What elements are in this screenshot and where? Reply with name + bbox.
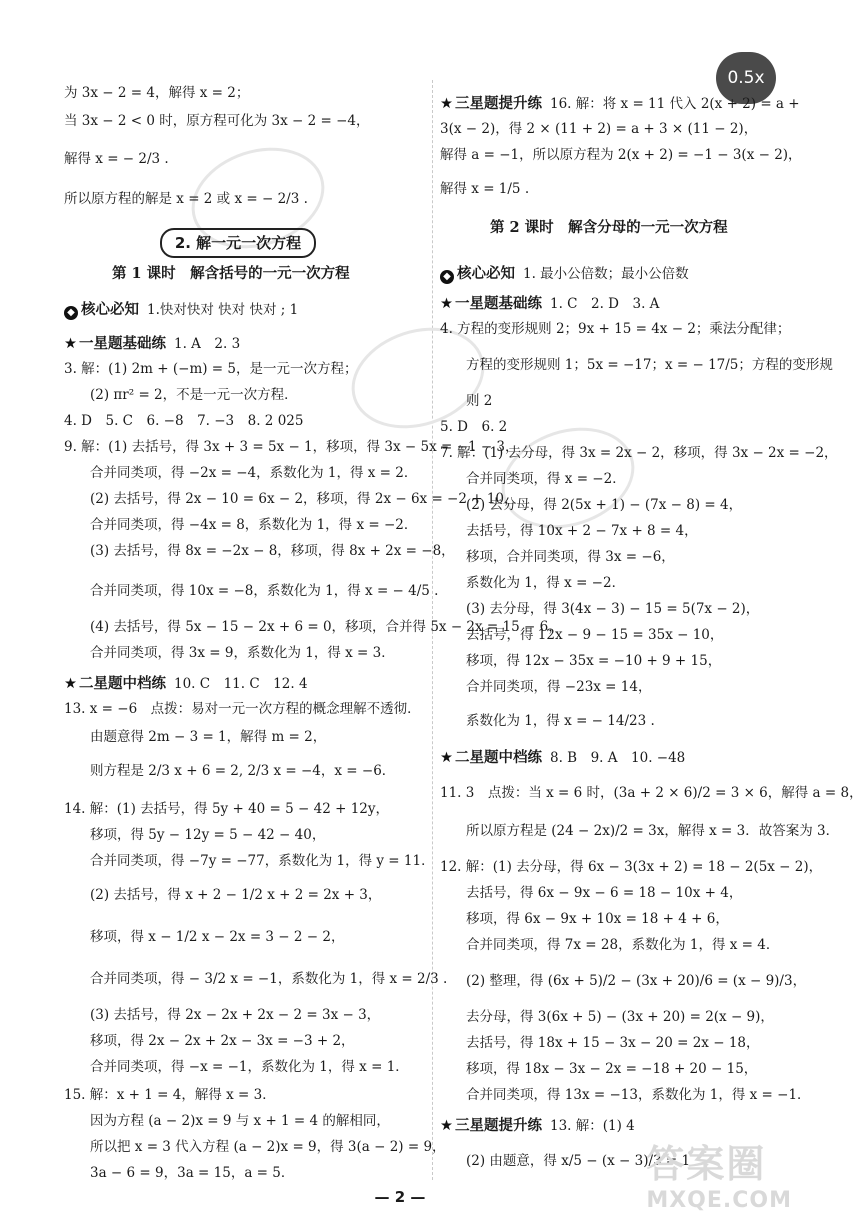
answer-line: 移项，得 5y − 12y = 5 − 42 − 40， (90, 827, 326, 843)
answer-line: 9. 解：(1) 去括号，得 3x + 3 = 5x − 1，移项，得 3x − 5x = −1 − 3， (64, 439, 519, 455)
watermark-url: MXQE.COM (646, 1188, 792, 1213)
answer-line: 所以把 x = 3 代入方程 (a − 2)x = 9，得 3(a − 2) = 9， (90, 1139, 446, 1155)
answer-line: 4. D 5. C 6. −8 7. −3 8. 2 025 (64, 413, 304, 429)
answer-line: 所以原方程的解是 x = 2 或 x = − 2/3 . (64, 191, 308, 207)
answer-line: 由题意得 2m − 3 = 1，解得 m = 2， (90, 729, 327, 745)
answer-line: 15. 解：x + 1 = 4，解得 x = 3． (64, 1087, 276, 1103)
answer-line: 3a − 6 = 9，3a = 15，a = 5． (90, 1165, 295, 1181)
answer-line: 合并同类项，得 −7y = −77，系数化为 1，得 y = 11． (90, 853, 435, 869)
answer-line: (3) 去括号，得 2x − 2x + 2x − 2 = 3x − 3， (90, 1007, 381, 1023)
heading-label: 核心必知 (81, 302, 139, 318)
answer-line: 合并同类项，得 13x = −13，系数化为 1，得 x = −1． (466, 1087, 811, 1103)
answer-line: 则 2 (466, 393, 493, 409)
answer-line: 去括号，得 6x − 9x − 6 = 18 − 10x + 4， (466, 885, 743, 901)
heading-label: 二星题中档练 (455, 750, 542, 766)
answer-line: 13. x = −6 点拨：易对一元一次方程的概念理解不透彻． (64, 701, 421, 717)
star-icon: ★ (440, 296, 453, 312)
page-number: — 2 — (374, 1188, 426, 1206)
answer-line: (2) 去分母，得 2(5x + 1) − (7x − 8) = 4， (466, 497, 743, 513)
heading-answers: 13. 解：(1) 4 (550, 1118, 635, 1134)
answer-line: 合并同类项，得 −4x = 8，系数化为 1，得 x = −2． (90, 517, 418, 533)
answer-line: 解得 x = − 2/3 . (64, 151, 169, 167)
watermark-logo (646, 1133, 792, 1213)
answer-line: 去括号，得 12x − 9 − 15 = 35x − 10， (466, 627, 724, 643)
heading-answers: 16. 解：将 x = 11 代入 2(x + 2) = a + (550, 96, 800, 112)
answer-line: (2) 整理，得 (6x + 5)/2 − (3x + 20)/6 = (x − 9)/3， (466, 973, 807, 989)
answer-line: 4. 方程的变形规则 2；9x + 15 = 4x − 2；乘法分配律； (440, 321, 791, 337)
heading-answers: 1. A 2. 3 (174, 336, 241, 352)
answer-heading (440, 1114, 635, 1135)
section-title: 2. 解一元一次方程 (160, 228, 316, 258)
answer-heading (440, 92, 800, 113)
answer-line: 5. D 6. 2 (440, 419, 508, 435)
answer-heading (440, 746, 685, 767)
answer-line: 移项，得 2x − 2x + 2x − 3x = −3 + 2， (90, 1033, 355, 1049)
lesson-1-title: 第 1 课时 解含括号的一元一次方程 (112, 265, 350, 282)
answer-line: 去分母，得 3(6x + 5) − (3x + 20) = 2(x − 9)， (466, 1009, 774, 1025)
heading-answers: 1.快对快对 快对 快对 ; 1 (147, 302, 299, 318)
answer-line: 移项，得 6x − 9x + 10x = 18 + 4 + 6， (466, 911, 729, 927)
answer-line: (4) 去括号，得 5x − 15 − 2x + 6 = 0，移项，合并得 5x − 2x = 15 − 6， (90, 619, 562, 635)
answer-line: 系数化为 1，得 x = − 14/23 . (466, 713, 655, 729)
lesson-2-title: 第 2 课时 解含分母的一元一次方程 (490, 219, 728, 236)
heading-label: 一星题基础练 (455, 296, 542, 312)
answer-line: 移项，得 12x − 35x = −10 + 9 + 15， (466, 653, 722, 669)
answer-heading (440, 292, 659, 313)
zoom-badge[interactable]: 0.5x (716, 52, 776, 104)
answer-heading (440, 262, 689, 284)
answer-line: 合并同类项，得 − 3/2 x = −1，系数化为 1，得 x = 2/3 . (90, 971, 448, 987)
core-icon: ◆ (64, 306, 78, 320)
answer-line: 移项，合并同类项，得 3x = −6， (466, 549, 675, 565)
star-icon: ★ (64, 336, 77, 352)
answer-line: 方程的变形规则 1；5x = −17；x = − 17/5；方程的变形规 (466, 357, 833, 373)
answer-line: 去括号，得 10x + 2 − 7x + 8 = 4， (466, 523, 698, 539)
answer-line: 7. 解：(1) 去分母，得 3x = 2x − 2，移项，得 3x − 2x = −2， (440, 445, 838, 461)
answer-line: 移项，得 x − 1/2 x − 2x = 3 − 2 − 2， (90, 929, 345, 945)
answer-line: 因为方程 (a − 2)x = 9 与 x + 1 = 4 的解相同， (90, 1113, 390, 1129)
heading-label: 三星题提升练 (455, 96, 542, 112)
answer-line: 合并同类项，得 −x = −1，系数化为 1，得 x = 1． (90, 1059, 409, 1075)
heading-label: 三星题提升练 (455, 1118, 542, 1134)
answer-line: 合并同类项，得 7x = 28，系数化为 1，得 x = 4． (466, 937, 780, 953)
answer-line: 合并同类项，得 −23x = 14， (466, 679, 652, 695)
heading-label: 一星题基础练 (79, 336, 166, 352)
answer-line: 则方程是 2/3 x + 6 = 2, 2/3 x = −4，x = −6． (90, 763, 396, 779)
heading-answers: 1. C 2. D 3. A (550, 296, 660, 312)
answer-line: 合并同类项，得 x = −2． (466, 471, 626, 487)
answer-heading (64, 332, 240, 353)
answer-line: (2) 去括号，得 x + 2 − 1/2 x + 2 = 2x + 3， (90, 887, 382, 903)
star-icon: ★ (64, 676, 77, 692)
answer-line: (2) πr² = 2，不是一元一次方程． (90, 387, 298, 403)
answer-line: 3(x − 2)，得 2 × (11 + 2) = a + 3 × (11 − 2)， (440, 121, 758, 137)
star-icon: ★ (440, 1118, 453, 1134)
heading-label: 二星题中档练 (79, 676, 166, 692)
star-icon: ★ (440, 750, 453, 766)
core-icon: ◆ (440, 270, 454, 284)
answer-heading (64, 298, 298, 320)
answer-line: 合并同类项，得 3x = 9，系数化为 1，得 x = 3． (90, 645, 395, 661)
answer-line: 3. 解：(1) 2m + (−m) = 5，是一元一次方程； (64, 361, 358, 377)
answer-line: (3) 去括号，得 8x = −2x − 8，移项，得 8x + 2x = −8， (90, 543, 455, 559)
heading-answers: 8. B 9. A 10. −48 (550, 750, 686, 766)
answer-line: 合并同类项，得 10x = −8，系数化为 1，得 x = − 4/5 . (90, 583, 439, 599)
answer-line: 去括号，得 18x + 15 − 3x − 20 = 2x − 18， (466, 1035, 760, 1051)
answer-line: 系数化为 1，得 x = −2． (466, 575, 626, 591)
star-icon: ★ (440, 96, 453, 112)
answer-line: 移项，得 18x − 3x − 2x = −18 + 20 − 15， (466, 1061, 758, 1077)
heading-answers: 10. C 11. C 12. 4 (174, 676, 308, 692)
answer-line: (2) 去括号，得 2x − 10 = 6x − 2，移项，得 2x − 6x = −2 + 10， (90, 491, 518, 507)
answer-line: 当 3x − 2 < 0 时，原方程可化为 3x − 2 = −4， (64, 113, 370, 129)
answer-line: (3) 去分母，得 3(4x − 3) − 15 = 5(7x − 2)， (466, 601, 760, 617)
answer-line: (2) 由题意，得 x/5 − (x − 3)/3 = 1 (466, 1153, 691, 1169)
answer-line: 所以原方程是 (24 − 2x)/2 = 3x，解得 x = 3．故答案为 3． (466, 823, 840, 839)
answer-line: 解得 x = 1/5 . (440, 181, 530, 197)
answer-line: 合并同类项，得 −2x = −4，系数化为 1，得 x = 2． (90, 465, 418, 481)
heading-answers: 1. 最小公倍数；最小公倍数 (523, 266, 689, 282)
answer-line: 解得 a = −1，所以原方程为 2(x + 2) = −1 − 3(x − 2)， (440, 147, 802, 163)
answer-line: 12. 解：(1) 去分母，得 6x − 3(3x + 2) = 18 − 2(5x − 2)， (440, 859, 823, 875)
answer-heading (64, 672, 308, 693)
answer-line: 14. 解：(1) 去括号，得 5y + 40 = 5 − 42 + 12y， (64, 801, 390, 817)
heading-label: 核心必知 (457, 266, 515, 282)
answer-line: 11. 3 点拨：当 x = 6 时，(3a + 2 × 6)/2 = 3 × 6，解得 a = 8， (440, 785, 863, 801)
answer-line: 为 3x − 2 = 4，解得 x = 2； (64, 85, 250, 101)
watermark-text: 答案圈 (646, 1142, 767, 1186)
